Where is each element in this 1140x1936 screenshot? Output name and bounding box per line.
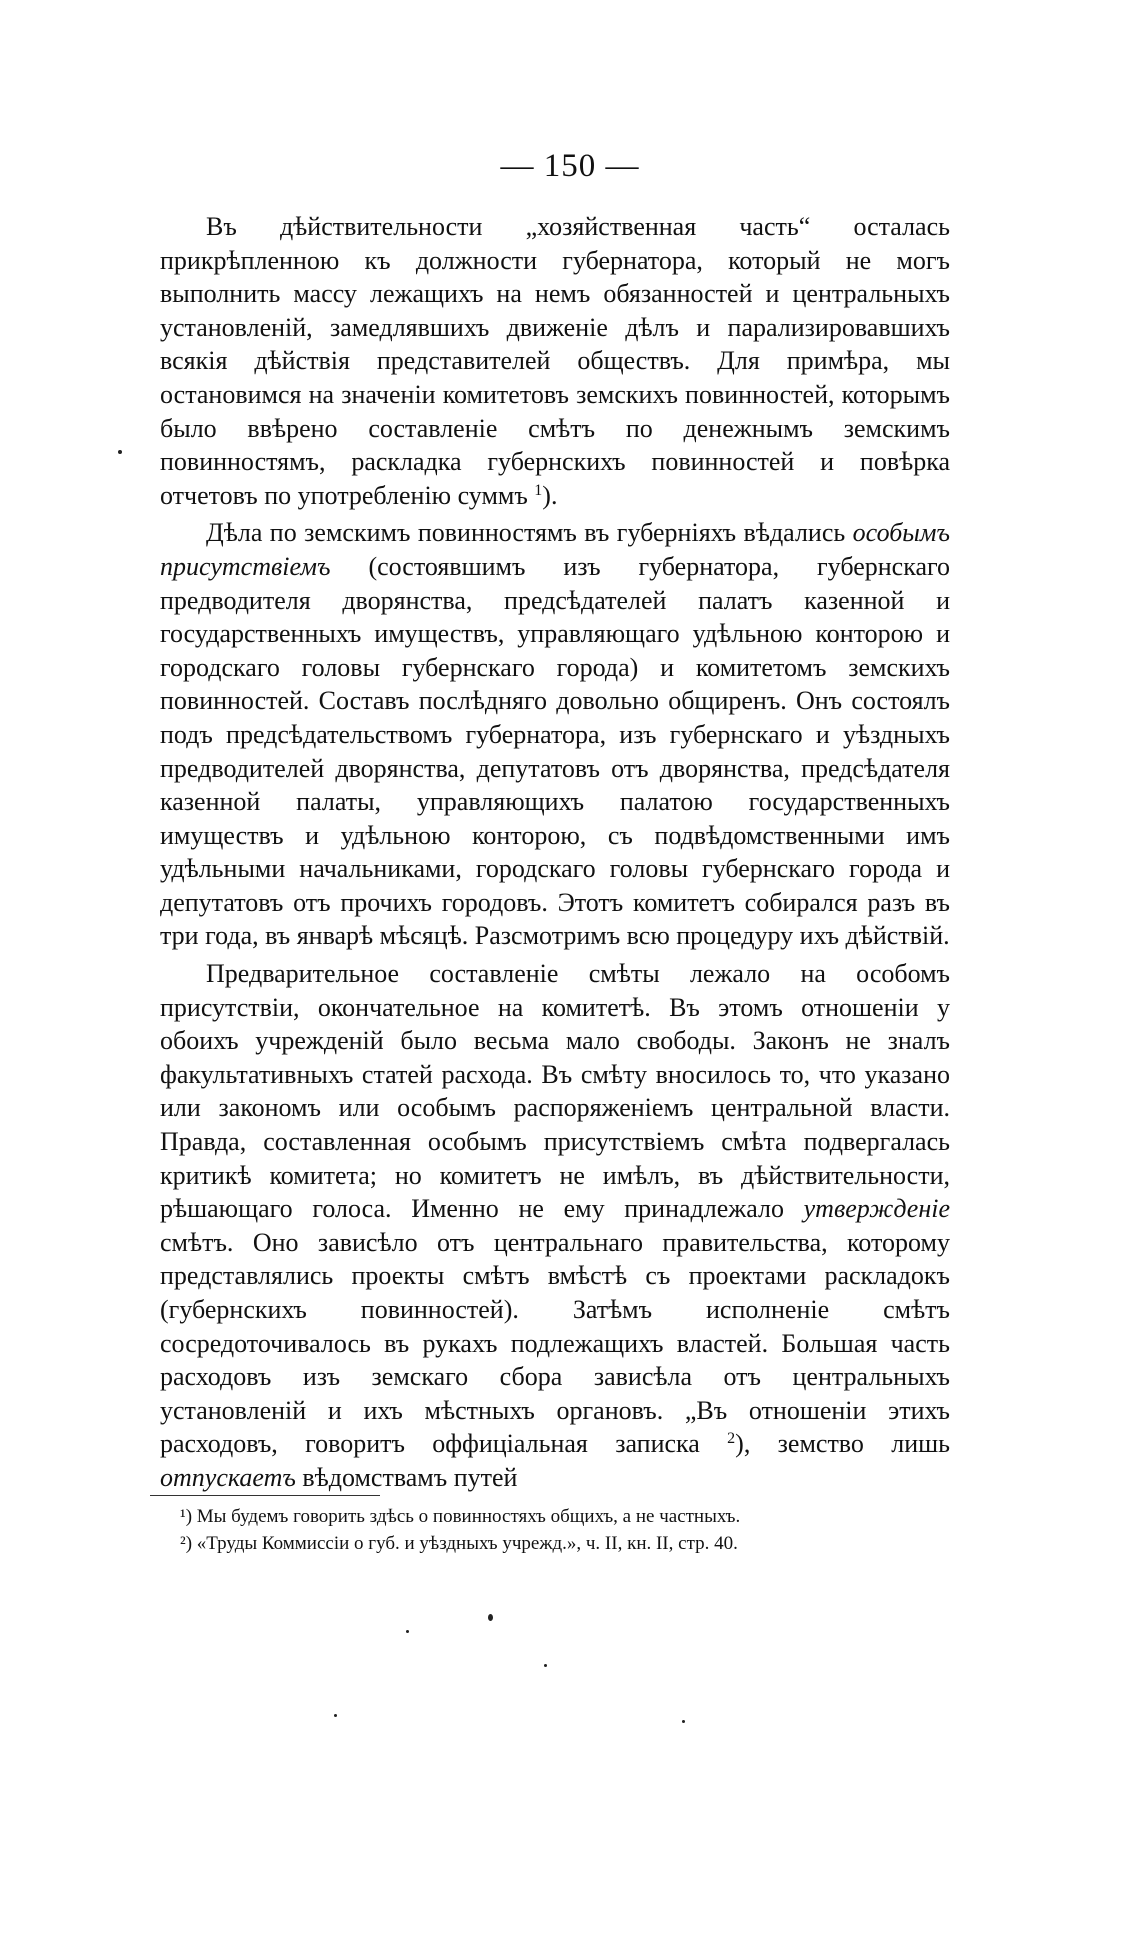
ink-speck [488,1614,493,1621]
paragraph-1-text: Въ дѣйствительности „хозяйственная часть“ осталась прикрѣпленною къ должности губернатора, который не могъ выполнить массу лежащихъ на немъ обязанностей и центральныхъ установленій, замедлявшихъ движеніе дѣлъ и парализировавшихъ всякія дѣйствія представителей обществъ. Для примѣра, мы остановимся на значеніи комитетовъ земскихъ повинностей, которымъ было ввѣрено составленіе смѣтъ по денежнымъ земскимъ повинностямъ, раскладка губернскихъ повинностей и повѣрка отчетовъ по употребленію суммъ [160,212,950,510]
paragraph-3 [160,957,950,1495]
paragraph-2-before: Дѣла по земскимъ повинностямъ въ губерніяхъ вѣдались [206,518,853,548]
paragraph-3-emphasis: утвержденіе [803,1194,950,1224]
footnote-ref-1: 1 [534,481,543,499]
paragraph-3-emphasis2: отпускаетъ [160,1462,296,1492]
ink-speck [682,1720,685,1723]
footnote-2: ²) «Труды Коммиссіи о губ. и уѣздныхъ учрежд.», ч. II, кн. II, стр. 40. [180,1533,738,1554]
footnote-divider [150,1495,380,1496]
paragraph-2 [160,516,950,953]
footnotes [180,1503,940,1557]
ink-speck [406,1630,409,1633]
paragraph-1-tail: ). [542,480,558,510]
footnote-ref-2: 2 [727,1430,736,1448]
ink-speck [334,1714,337,1717]
paragraph-3-middle2: ), земство лишь [735,1429,950,1459]
paragraph-2-emphasis: особымъ присутствіемъ [160,518,950,581]
footnote-1: ¹) Мы будемъ говорить здѣсь о повинностяхъ общихъ, а не частныхъ. [180,1506,741,1527]
body-text [160,210,950,1499]
paragraph-3-before: Предварительное составленіе смѣты лежало на особомъ присутствіи, окончательное на комитетѣ. Въ этомъ отношеніи у обоихъ учрежденій было весьма мало свободы. Законъ не зналъ факультативныхъ статей расхода. Въ смѣту вносилось то, что указано или закономъ или особымъ распоряженіемъ центральной власти. Правда, составленная особымъ присутствіемъ смѣта подвергалась критикѣ комитета; но комитетъ не имѣлъ, въ дѣйствительности, рѣшающаго голоса. Именно не ему принадлежало [160,959,950,1224]
page-number: — 150 — [500,148,640,184]
paragraph-2-after: (состоявшимъ изъ губернатора, губернскаго предводителя дворянства, предсѣдателей палатъ казенной и государственныхъ имуществъ, управляющаго удѣльною конторою и городскаго головы губернскаго города) и комитетомъ земскихъ повинностей. Составъ послѣдняго довольно общиренъ. Онъ состоялъ подъ предсѣдательствомъ губернатора, изъ губернскаго и уѣздныхъ предводителей дворянства, депутатовъ отъ дворянства, предсѣдателя казенной палаты, управляющихъ палатою государственныхъ имуществъ и удѣльною конторою, съ подвѣдомственными имъ удѣльными начальниками, городскаго головы губернскаго города и депутатовъ отъ прочихъ городовъ. Этотъ комитетъ собирался разъ въ три года, въ январѣ мѣсяцѣ. Разсмотримъ всю процедуру ихъ дѣйствій. [160,551,950,951]
paragraph-3-after: вѣдомствамъ путей [295,1462,518,1492]
paragraph-3-middle: смѣтъ. Оно зависѣло отъ центральнаго правительства, которому представлялись проекты смѣтъ вмѣстѣ съ проектами раскладокъ (губернскихъ повинностей). Затѣмъ исполненіе смѣтъ сосредоточивалось въ рукахъ подлежащихъ властей. Большая часть расходовъ изъ земскаго сбора зависѣла отъ центральныхъ установленій и ихъ мѣстныхъ органовъ. „Въ отношеніи этихъ расходовъ, говоритъ оффиціальная записка [160,1227,950,1459]
ink-speck [118,450,122,454]
paragraph-1 [160,210,950,512]
ink-speck [544,1664,547,1667]
